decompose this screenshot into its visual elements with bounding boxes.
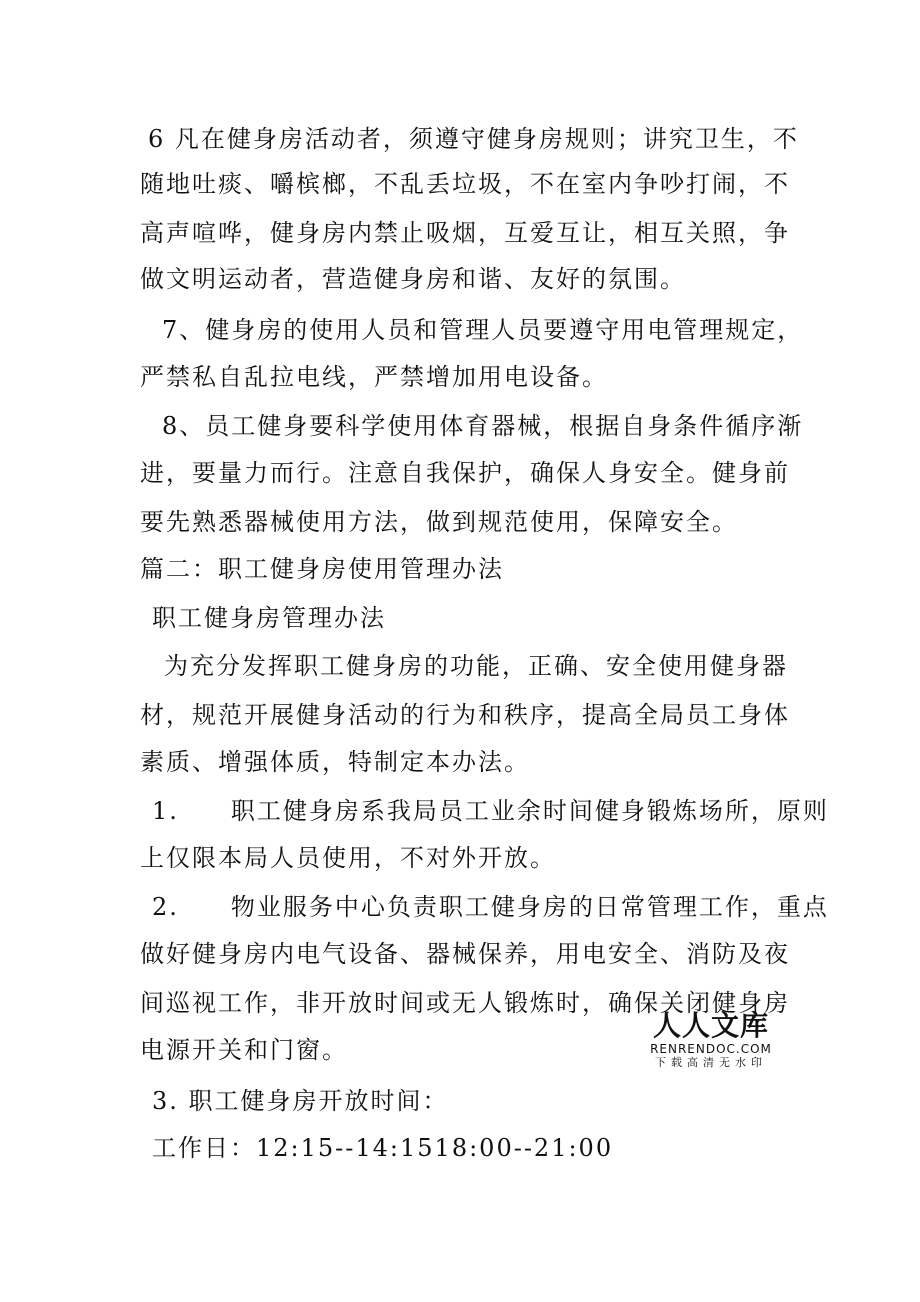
paragraph-line: 7、健身房的使用人员和管理人员要遵守用电管理规定， (162, 316, 804, 344)
paragraph-line: 6 凡在健身房活动者，须遵守健身房规则；讲究卫生，不 (148, 125, 799, 153)
paragraph-line: 材，规范开展健身活动的行为和秩序，提高全局员工身体 (140, 701, 790, 729)
document-title: 职工健身房管理办法 (152, 604, 386, 632)
paragraph-line: 随地吐痰、嚼槟榔，不乱丢垃圾，不在室内争吵打闹，不 (140, 170, 790, 198)
watermark-logo (646, 1010, 776, 1070)
watermark-subtitle: 下载高清无水印 (655, 1056, 767, 1069)
paragraph-line: 3. 职工健身房开放时间： (152, 1087, 449, 1115)
paragraph-line: 间巡视工作，非开放时间或无人锻炼时，确保关闭健身房 (140, 989, 790, 1017)
paragraph-line: 严禁私自乱拉电线，严禁增加用电设备。 (140, 363, 608, 391)
watermark-title: 人人文库 (652, 1009, 769, 1042)
paragraph-line: 做好健身房内电气设备、器械保养，用电安全、消防及夜 (140, 940, 790, 968)
paragraph-line: 电源开关和门窗。 (140, 1036, 348, 1064)
paragraph-line: 8、员工健身要科学使用体育器械，根据自身条件循序渐 (162, 412, 804, 440)
section-heading: 篇二：职工健身房使用管理办法 (140, 555, 504, 583)
paragraph-line: 1. 职工健身房系我局员工业余时间健身锻炼场所，原则 (152, 797, 829, 825)
opening-hours-line: 工作日：12:15--14:1518:00--21:00 (152, 1134, 614, 1162)
paragraph-line: 素质、增强体质，特制定本办法。 (140, 748, 530, 776)
paragraph-line: 进，要量力而行。注意自我保护，确保人身安全。健身前 (140, 459, 790, 487)
paragraph-line: 要先熟悉器械使用方法，做到规范使用，保障安全。 (140, 508, 738, 536)
watermark-domain: RENRENDOC.COM (650, 1042, 772, 1056)
paragraph-line: 高声喧哗，健身房内禁止吸烟，互爱互让，相互关照，争 (140, 219, 790, 247)
paragraph-line: 2. 物业服务中心负责职工健身房的日常管理工作，重点 (152, 893, 829, 921)
paragraph-line: 为充分发挥职工健身房的功能，正确、安全使用健身器 (164, 652, 788, 680)
paragraph-line: 上仅限本局人员使用，不对外开放。 (140, 844, 556, 872)
paragraph-line: 做文明运动者，营造健身房和谐、友好的氛围。 (140, 265, 686, 293)
